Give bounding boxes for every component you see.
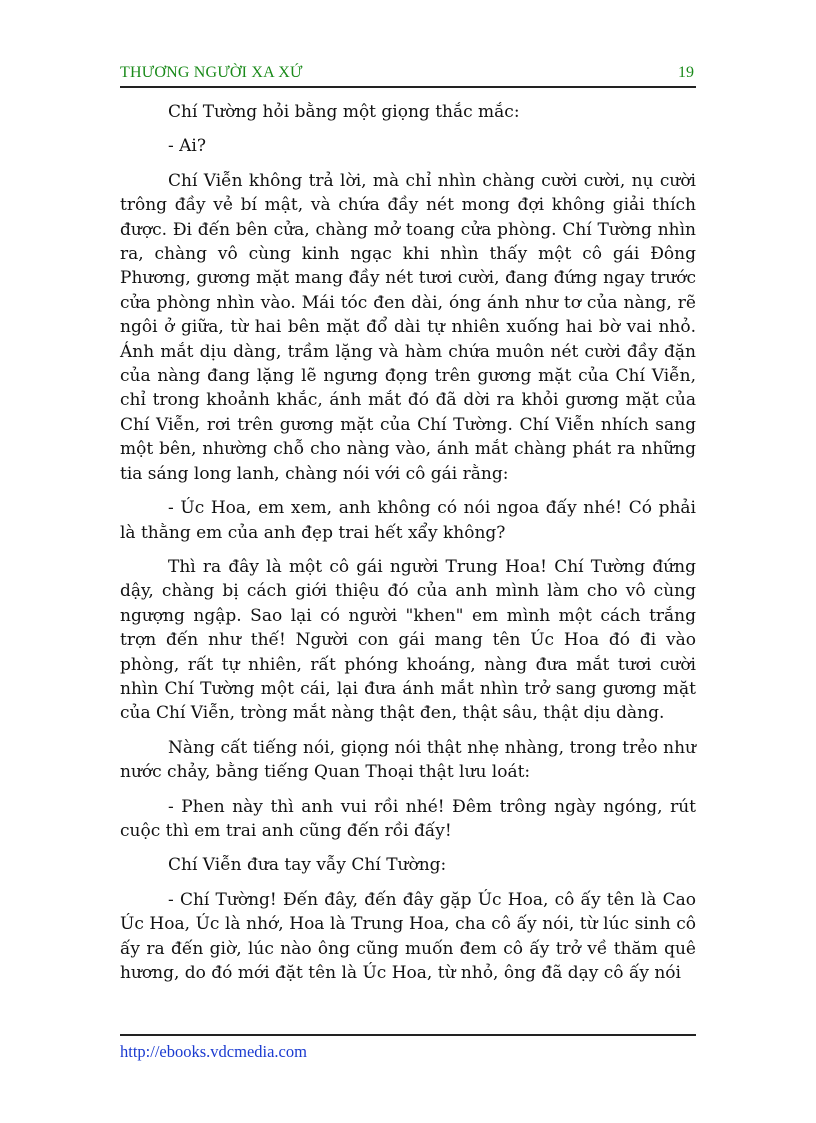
paragraph: Nàng cất tiếng nói, giọng nói thật nhẹ nhàng, trong trẻo như nước chảy, bằng tiếng Quan Thoại thật lưu loát:	[120, 737, 696, 783]
paragraph: - Phen này thì anh vui rồi nhé! Đêm trông ngày ngóng, rút cuộc thì em trai anh cũng đến rồi đấy!	[120, 796, 696, 841]
ebooks-link[interactable]: http://ebooks.vdcmedia.com	[120, 1042, 307, 1061]
paragraph: - Úc Hoa, em xem, anh không có nói ngoa đấy nhé! Có phải là thằng em của anh đẹp trai hết xẩy không?	[120, 498, 696, 543]
paragraph: Chí Viễn đưa tay vẫy Chí Tường:	[168, 855, 447, 876]
page-footer	[120, 1034, 696, 1061]
paragraph: - Chí Tường! Đến đây, đến đây gặp Úc Hoa, cô ấy tên là Cao Úc Hoa, Úc là nhớ, Hoa là Trung Hoa, cha cô ấy nói, từ lúc sinh cô ấy ra đến giờ, lúc nào ông cũng muốn đem cô ấy trở về thăm quê hương, do đó mới đặt tên là Úc Hoa, từ nhỏ, ông đã dạy cô ấy nói	[120, 889, 696, 983]
book-title: THƯƠNG NGƯỜI XA XỨ	[120, 64, 303, 81]
page-body	[120, 100, 696, 995]
paragraph: Chí Viễn không trả lời, mà chỉ nhìn chàng cười cười, nụ cười trông đầy vẻ bí mật, và chứa đầy nét mong đợi không giải thích được. Đi đến bên cửa, chàng mở toang cửa phòng. Chí Tường nhìn ra, chàng vô cùng kinh ngạc khi nhìn thấy một cô gái Đông Phương, gương mặt mang đầy nét tươi cười, đang đứng ngay trước cửa phòng nhìn vào. Mái tóc đen dài, óng ánh như tơ của nàng, rẽ ngôi ở giữa, từ hai bên mặt đổ dài tự nhiên xuống hai bờ vai nhỏ. Ánh mắt dịu dàng, trầm lặng và hàm chứa muôn nét cười đầy đặn của nàng đang lặng lẽ ngưng đọng trên gương mặt của Chí Viễn, chỉ trong khoảnh khắc, ánh mắt đó đã dời ra khỏi gương mặt của Chí Viễn, rơi trên gương mặt của Chí Tường. Chí Viễn nhích sang một bên, nhường chỗ cho nàng vào, ánh mắt chàng phát ra những tia sáng long lanh, chàng nói với cô gái rằng:	[120, 170, 696, 484]
paragraph: Chí Tường hỏi bằng một giọng thắc mắc:	[168, 102, 520, 122]
page-number: 19	[678, 64, 694, 81]
page-header	[120, 62, 696, 88]
paragraph: Thì ra đây là một cô gái người Trung Hoa! Chí Tường đứng dậy, chàng bị cách giới thiệu đó của anh mình làm cho vô cùng ngượng ngập. Sao lại có người "khen" em mình một cách trắng trợn đến như thế! Người con gái mang tên Úc Hoa đó đi vào phòng, rất tự nhiên, rất phóng khoáng, nàng đưa mắt tươi cười nhìn Chí Tường một cái, lại đưa ánh mắt nhìn trở sang gương mặt của Chí Viễn, tròng mắt nàng thật đen, thật sâu, thật dịu dàng.	[120, 556, 696, 724]
paragraph: - Ai?	[168, 136, 206, 157]
